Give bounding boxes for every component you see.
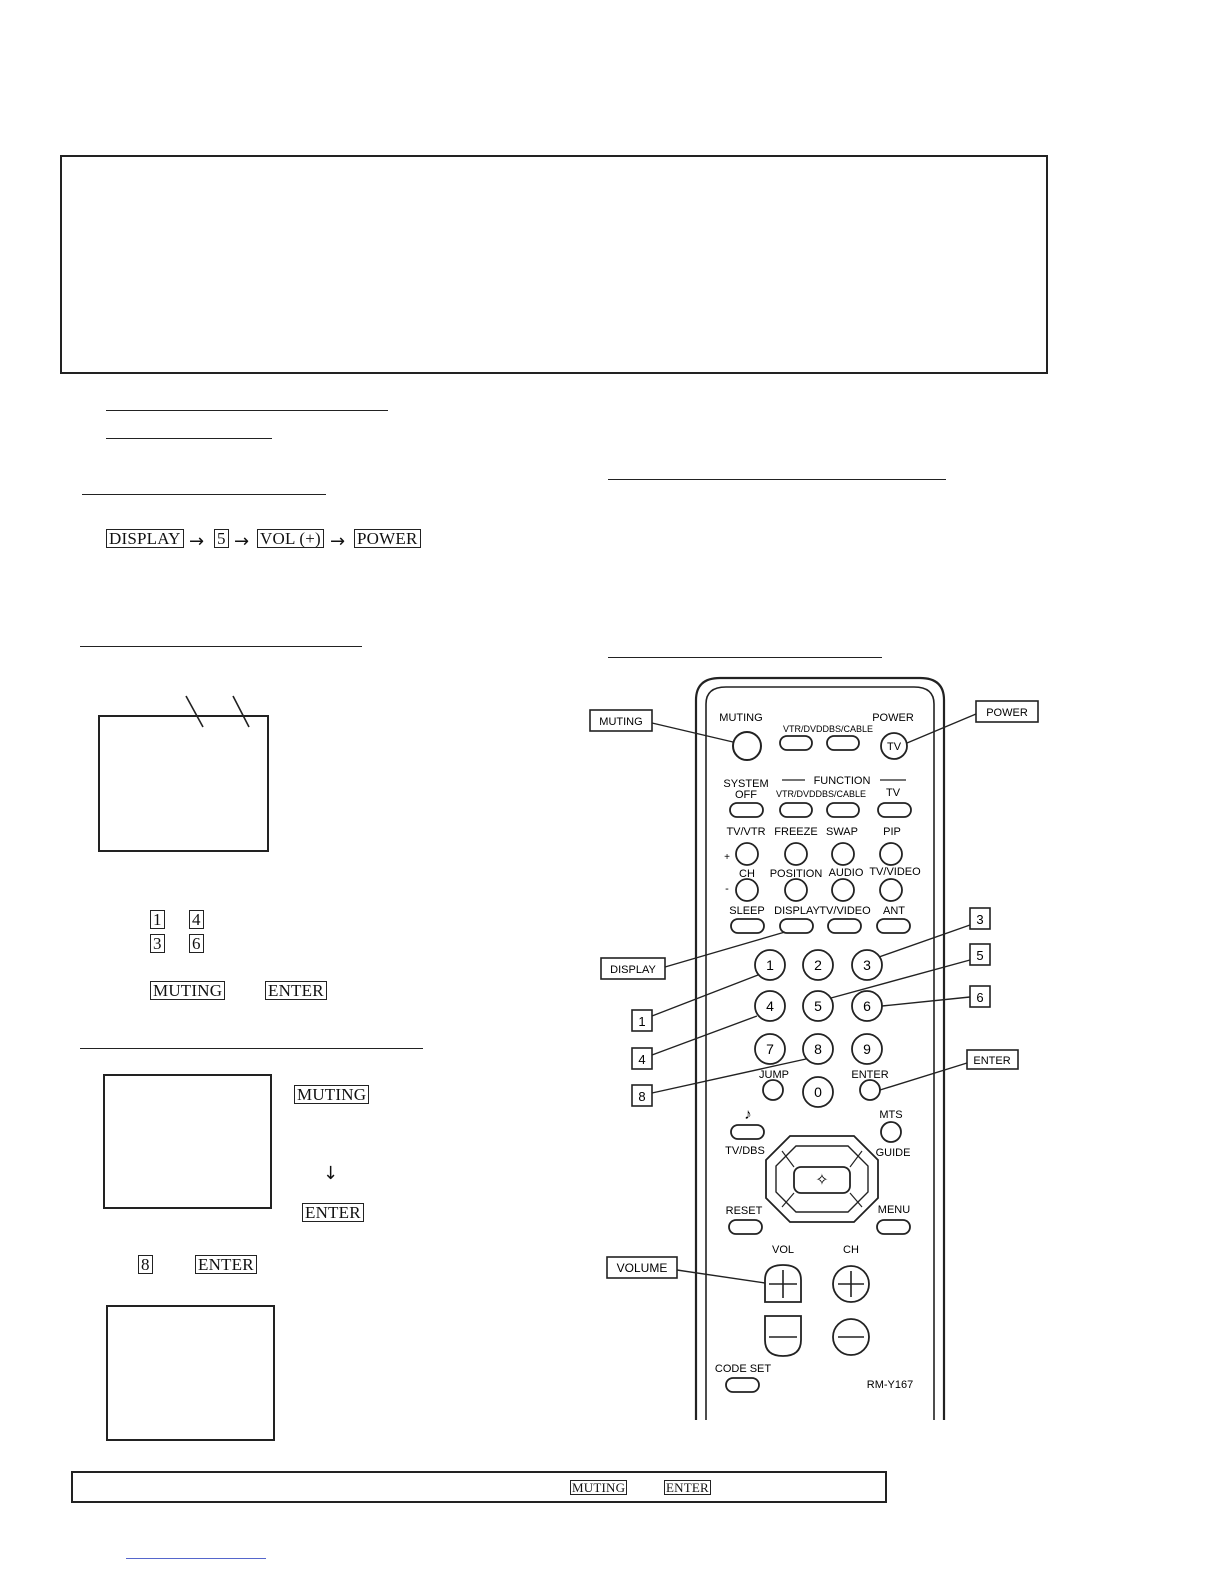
power-label: POWER xyxy=(872,712,914,724)
function-label: FUNCTION xyxy=(813,775,871,787)
function-vtr-label: VTR/DVDDBS/CABLE xyxy=(775,789,867,799)
footer-key-enter: ENTER xyxy=(666,1480,709,1495)
muting-label: MUTING xyxy=(719,712,763,724)
heading-rule-5 xyxy=(80,1048,423,1049)
code-set-label: CODE SET xyxy=(714,1363,772,1375)
svg-text:9: 9 xyxy=(863,1041,871,1057)
swap-button xyxy=(832,843,854,865)
screen-tick-left xyxy=(186,696,203,727)
tv-video-button-2 xyxy=(828,919,861,933)
off-label: OFF xyxy=(735,789,757,801)
key-display: DISPLAY xyxy=(106,529,184,548)
svg-text:6: 6 xyxy=(976,990,984,1005)
position-label: POSITION xyxy=(769,868,823,880)
heading-rule-1 xyxy=(106,410,388,411)
vol-label: VOL xyxy=(771,1244,795,1256)
ant-label: ANT xyxy=(883,905,905,917)
freeze-button xyxy=(785,843,807,865)
svg-text:ENTER: ENTER xyxy=(973,1055,1011,1067)
freeze-label: FREEZE xyxy=(774,826,818,838)
dpad xyxy=(766,1136,878,1222)
callout-power xyxy=(907,701,1038,743)
tv-video-button-1 xyxy=(880,879,902,901)
key-3: 3 xyxy=(150,934,165,953)
swap-label: SWAP xyxy=(826,826,858,838)
key-4: 4 xyxy=(189,910,204,929)
enter-label: ENTER xyxy=(851,1069,889,1081)
function-vtr-button xyxy=(780,803,812,817)
menu-button xyxy=(877,1220,910,1234)
ch-plus-label: + xyxy=(724,852,730,863)
screen-tick-right xyxy=(233,696,249,727)
function-dbs-button xyxy=(827,803,859,817)
svg-text:4: 4 xyxy=(766,998,774,1014)
callout-6 xyxy=(882,986,990,1007)
digit-4-button xyxy=(755,991,785,1021)
key-6: 6 xyxy=(189,934,204,953)
key-enter-2: ENTER xyxy=(302,1203,364,1222)
menu-label: MENU xyxy=(877,1204,911,1216)
callout-enter xyxy=(880,1050,1018,1090)
tv-video-label-2: TV/VIDEO xyxy=(819,905,871,917)
key-vol-plus: VOL (+) xyxy=(257,529,324,548)
svg-text:DISPLAY: DISPLAY xyxy=(610,964,656,976)
remote-illustration xyxy=(580,670,1050,1430)
reset-label: RESET xyxy=(725,1205,763,1217)
digit-2-button xyxy=(803,950,833,980)
screen-frame-1 xyxy=(99,716,268,851)
digit-5-button xyxy=(803,991,833,1021)
digit-6-button xyxy=(852,991,882,1021)
tv-dbs-label: TV/DBS xyxy=(725,1145,765,1157)
svg-text:5: 5 xyxy=(976,948,984,963)
svg-text:POWER: POWER xyxy=(986,707,1028,719)
jump-button xyxy=(763,1080,783,1100)
pip-button xyxy=(880,843,902,865)
display-button xyxy=(780,919,813,933)
ch-minus-label: - xyxy=(725,883,729,895)
ch-down-button xyxy=(736,879,758,901)
arrow-3: → xyxy=(330,531,346,552)
key-5: 5 xyxy=(214,529,229,548)
mts-label: MTS xyxy=(879,1109,903,1121)
key-power: POWER xyxy=(354,529,421,548)
ch-label: CH xyxy=(739,868,755,880)
digit-8-button xyxy=(803,1034,833,1064)
footer-link-rule xyxy=(126,1558,266,1559)
system-off-button xyxy=(730,803,763,817)
ant-button xyxy=(877,919,910,933)
tv-video-label-1: TV/VIDEO xyxy=(869,866,921,878)
heading-rule-7 xyxy=(608,657,882,658)
code-set-button xyxy=(726,1378,759,1392)
svg-text:1: 1 xyxy=(766,957,774,973)
svg-text:3: 3 xyxy=(976,912,984,927)
reset-button xyxy=(729,1220,762,1234)
music-note-icon: ♪ xyxy=(744,1106,752,1123)
audio-button xyxy=(832,879,854,901)
screen-diagram-3 xyxy=(106,1305,275,1441)
position-button xyxy=(785,879,807,901)
digit-1-button xyxy=(755,950,785,980)
heading-rule-6 xyxy=(608,479,946,480)
svg-text:7: 7 xyxy=(766,1041,774,1057)
screen-diagram-1 xyxy=(90,690,280,860)
key-muting: MUTING xyxy=(150,981,225,1000)
enter-button xyxy=(860,1080,880,1100)
ch-up-button xyxy=(736,843,758,865)
heading-rule-4 xyxy=(80,646,362,647)
footer-note-box xyxy=(71,1471,887,1503)
audio-label: AUDIO xyxy=(828,867,864,879)
svg-text:1: 1 xyxy=(638,1014,646,1029)
svg-text:4: 4 xyxy=(638,1052,646,1067)
arrow-1: → xyxy=(189,531,205,552)
header-box xyxy=(60,155,1048,374)
digit-7-button xyxy=(755,1034,785,1064)
mts-button xyxy=(881,1122,901,1142)
model-label: RM-Y167 xyxy=(866,1379,914,1391)
guide-label: GUIDE xyxy=(875,1147,911,1159)
sleep-button xyxy=(731,919,764,933)
display-label: DISPLAY xyxy=(774,905,820,917)
power-tv-text: TV xyxy=(886,741,902,753)
key-1: 1 xyxy=(150,910,165,929)
function-tv-button xyxy=(878,803,911,817)
callout-volume xyxy=(607,1257,765,1283)
screen-diagram-2 xyxy=(103,1074,272,1209)
vtr-dvd-label: VTR/DVDDBS/CABLE xyxy=(782,724,874,734)
heading-rule-3 xyxy=(82,494,326,495)
key-muting-2: MUTING xyxy=(294,1085,369,1104)
svg-text:MUTING: MUTING xyxy=(599,716,643,728)
svg-text:0: 0 xyxy=(814,1084,822,1100)
system-label: SYSTEM xyxy=(723,778,769,790)
svg-text:6: 6 xyxy=(863,998,871,1014)
function-tv-label: TV xyxy=(885,787,901,799)
jump-label: JUMP xyxy=(759,1069,789,1081)
svg-text:8: 8 xyxy=(814,1041,822,1057)
dbs-cable-button xyxy=(827,736,859,750)
heading-rule-2 xyxy=(106,438,272,439)
vol-down-button xyxy=(765,1316,801,1356)
arrow-2: → xyxy=(234,531,250,552)
key-8: 8 xyxy=(138,1255,153,1274)
down-arrow: ↓ xyxy=(323,1163,339,1184)
svg-text:5: 5 xyxy=(814,998,822,1014)
callout-5 xyxy=(831,944,990,998)
key-enter: ENTER xyxy=(265,981,327,1000)
digit-3-button xyxy=(852,950,882,980)
tv-vtr-label: TV/VTR xyxy=(726,826,766,838)
digit-9-button xyxy=(852,1034,882,1064)
dpad-center-icon: ✧ xyxy=(815,1172,829,1189)
digit-0-button xyxy=(803,1077,833,1107)
svg-text:VOLUME: VOLUME xyxy=(616,1261,668,1275)
tv-dbs-button xyxy=(731,1125,764,1139)
callout-muting xyxy=(590,710,733,742)
muting-button xyxy=(733,732,761,760)
pip-label: PIP xyxy=(883,826,901,838)
vtr-dvd-button xyxy=(780,736,812,750)
svg-text:3: 3 xyxy=(863,957,871,973)
svg-text:2: 2 xyxy=(814,957,822,973)
ch-rocker-label: CH xyxy=(843,1244,859,1256)
svg-text:8: 8 xyxy=(638,1089,646,1104)
sleep-label: SLEEP xyxy=(729,905,765,917)
footer-key-muting: MUTING xyxy=(572,1480,626,1495)
key-enter-3: ENTER xyxy=(195,1255,257,1274)
